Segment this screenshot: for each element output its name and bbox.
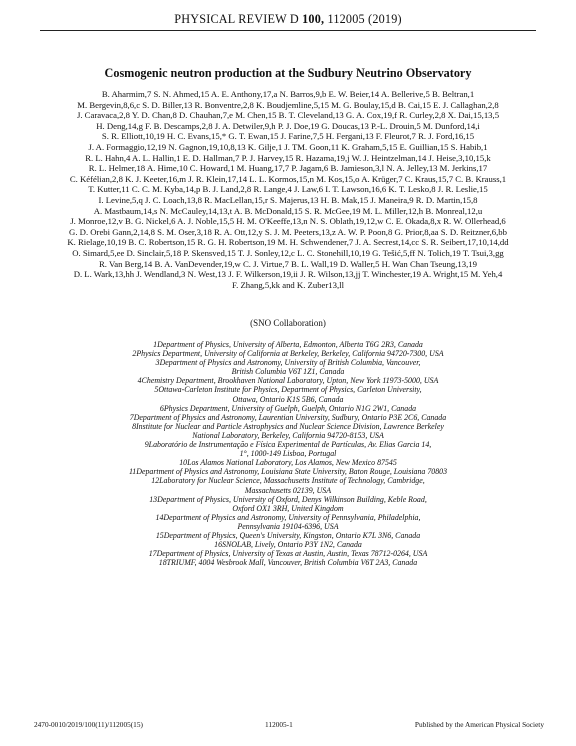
author-line: B. Aharmim,7 S. N. Ahmed,15 A. E. Anthony,17,a N. Barros,9,b E. W. Beier,14 A. Bellerive,5 B. Beltran,1: [101, 89, 475, 99]
author-line: G. D. Orebi Gann,2,14,8 S. M. Oser,3,18 R. A. Ott,12,y S. J. M. Peeters,13,z A. W. P. Poon,8 G. Prior,8,aa S. D. Reitzner,6,bb: [69, 226, 507, 237]
affiliation-line: 12Laboratory for Nuclear Science, Massachusetts Institute of Technology, Cambridge,: [151, 476, 425, 486]
author-line: R. Van Berg,14 B. A. VanDevender,19,w C. J. Virtue,7 B. L. Wall,19 D. Waller,5 H. Wan Chan Tseung,13,19: [99, 258, 477, 269]
header-rule: [40, 30, 536, 31]
affiliation-line: 6Physics Department, University of Guelph, Guelph, Ontario N1G 2W1, Canada: [159, 403, 417, 413]
author-list: [38, 89, 538, 290]
affiliation-list: [30, 340, 546, 567]
affiliation-line: 10Los Alamos National Laboratory, Los Alamos, New Mexico 87545: [179, 458, 397, 468]
affiliation-line: 5Ottawa-Carleton Institute for Physics, Department of Physics, Carleton University,: [154, 385, 422, 395]
author-line: R. L. Helmer,18 A. Hime,10 C. Howard,1 M. Huang,17,7 P. Jagam,6 B. Jamieson,3,l N. A. Jelley,13 M. Jerkins,17: [88, 163, 488, 174]
affiliation-line: 18TRIUMF, 4004 Wesbrook Mall, Vancouver, British Columbia V6T 2A3, Canada: [158, 558, 418, 568]
author-line: I. Levine,5,q J. C. Loach,13,8 R. MacLellan,15,r S. Majerus,13 H. B. Mak,15 J. Maneira,9 R. D. Martin,15,8: [98, 194, 478, 205]
author-line: F. Zhang,5,kk and K. Zuber13,ll: [232, 279, 344, 290]
author-line: O. Simard,5,ee D. Sinclair,5,18 P. Skensved,15 T. J. Sonley,12,c L. C. Stonehill,10,19 G. Tešić,5,ff N. Tolich,19 T. Tsui,3,gg: [72, 247, 504, 258]
author-line: J. Caravaca,2,8 Y. D. Chan,8 D. Chauhan,7,e M. Chen,15 B. T. Cleveland,13 G. A. Cox,19,f R. Curley,2,8 X. Dai,15,13,5: [76, 110, 500, 121]
author-line: K. Rielage,10,19 B. C. Robertson,15 R. G. H. Robertson,19 M. H. Schwendener,7 J. A. Secrest,14,cc S. R. Seibert,17,10,14,dd: [67, 237, 509, 248]
affiliation-line: Pennsylvania 19104-6396, USA: [237, 521, 339, 531]
paper-title: Cosmogenic neutron production at the Sudbury Neutrino Observatory: [104, 66, 472, 80]
author-line: J. A. Formaggio,12,19 N. Gagnon,19,10,8,13 K. Gilje,1 J. TM. Goon,11 K. Graham,5,15 E. Guillian,15 S. Habib,1: [88, 141, 488, 152]
footer-issn: 2470-0010/2019/100(11)/112005(15): [34, 720, 143, 729]
journal-header: [0, 12, 576, 27]
footer-page-number: 112005-1: [265, 720, 293, 729]
collaboration-name: (SNO Collaboration): [250, 318, 326, 328]
affiliation-line: National Laboratory, Berkeley, California 94720-8153, USA: [192, 430, 384, 440]
page-footer: [34, 720, 544, 729]
affiliation-line: 11Department of Physics and Astronomy, Louisiana State University, Baton Rouge, Louisiana 70803: [128, 467, 448, 477]
affiliation-line: 2Physics Department, University of California at Berkeley, Berkeley, California 94720-7300, USA: [132, 349, 444, 359]
author-line: M. Bergevin,8,6,c S. D. Biller,13 R. Bonventre,2,8 K. Boudjemline,5,15 M. G. Boulay,15,d B. Cai,15 E. J. Callaghan,2,8: [77, 99, 499, 110]
author-line: C. Kéfélian,2,8 K. J. Keeter,16,m J. R. Klein,17,14 L. L. Kormos,15,n M. Kos,15,o A. Krüger,7 C. Kraus,15,7 C. B. Krauss,1: [69, 173, 507, 184]
affiliation-line: British Columbia V6T 1Z1, Canada: [231, 367, 345, 377]
affiliation-line: 14Department of Physics and Astronomy, University of Pennsylvania, Philadelphia,: [155, 512, 421, 522]
author-line: D. L. Wark,13,hh J. Wendland,3 N. West,13 J. F. Wilkerson,19,ii J. R. Wilson,13,jj T. Winchester,19 A. Wright,15 M. Yeh,4: [73, 269, 503, 280]
affiliation-line: 7Department of Physics and Astronomy, Laurentian University, Sudbury, Ontario P3E 2C6, Canada: [129, 412, 447, 422]
author-line: A. Mastbaum,14,s N. McCauley,14,13,t A. B. McDonald,15 S. R. McGee,19 M. L. Miller,12,h B. Monreal,12,u: [93, 205, 483, 216]
affiliation-line: 15Department of Physics, Queen's University, Kingston, Ontario K7L 3N6, Canada: [155, 530, 421, 540]
author-line: H. Deng,14,g F. B. Descamps,2,8 J. A. Detwiler,9,h P. J. Doe,19 G. Doucas,13 P.-L. Drouin,5 M. Dunford,14,i: [96, 120, 480, 131]
affiliation-line: 17Department of Physics, University of Texas at Austin, Austin, Texas 78712-0264, USA: [148, 549, 428, 559]
affiliation-line: 3Department of Physics and Astronomy, University of British Columbia, Vancouver,: [155, 358, 421, 368]
affiliation-line: 4Chemistry Department, Brookhaven National Laboratory, Upton, New York 11973-5000, USA: [137, 376, 439, 386]
author-line: S. R. Elliott,10,19 H. C. Evans,15,* G. T. Ewan,15 J. Farine,7,5 H. Fergani,13 F. Fleurot,7 R. J. Ford,16,15: [101, 131, 475, 142]
affiliation-line: 1°, 1000-149 Lisboa, Portugal: [239, 449, 337, 459]
author-line: R. L. Hahn,4 A. L. Hallin,1 E. D. Hallman,7 P. J. Harvey,15 R. Hazama,19,j W. J. Heintzelman,14 J. Heise,3,10,15,k: [85, 152, 491, 163]
affiliation-line: 9Laboratório de Instrumentação e Física Experimental de Partículas, Av. Elias Garcia 14,: [144, 440, 432, 450]
affiliation-line: Oxford OX1 3RH, United Kingdom: [232, 503, 344, 513]
affiliation-line: 8Institute for Nuclear and Particle Astrophysics and Nuclear Science Division, Lawrence Berkeley: [132, 421, 444, 431]
author-line: J. Monroe,12,v B. G. Nickel,6 A. J. Noble,15,5 H. M. O'Keeffe,13,n N. S. Oblath,19,12,w C. E. Okada,8,x R. W. Ollerhead,6: [70, 216, 506, 227]
affiliation-line: 16SNOLAB, Lively, Ontario P3Y 1N2, Canada: [214, 540, 362, 550]
article-number-date: 112005 (2019): [327, 12, 402, 26]
author-line: T. Kutter,11 C. C. M. Kyba,14,p B. J. Land,2,8 R. Lange,4 J. Law,6 I. T. Lawson,16,6 K. T. Lesko,8 J. R. Leslie,15: [88, 184, 488, 195]
affiliation-line: 1Department of Physics, University of Alberta, Edmonton, Alberta T6G 2R3, Canada: [153, 340, 423, 349]
footer-publisher: Published by the American Physical Society: [414, 720, 544, 729]
journal-volume: 100,: [302, 12, 325, 26]
journal-name: PHYSICAL REVIEW D: [174, 12, 299, 26]
affiliation-line: 13Department of Physics, University of Oxford, Denys Wilkinson Building, Keble Road,: [149, 494, 427, 504]
affiliation-line: Ottawa, Ontario K1S 5B6, Canada: [232, 394, 344, 404]
affiliation-line: Massachusetts 02139, USA: [244, 485, 332, 495]
